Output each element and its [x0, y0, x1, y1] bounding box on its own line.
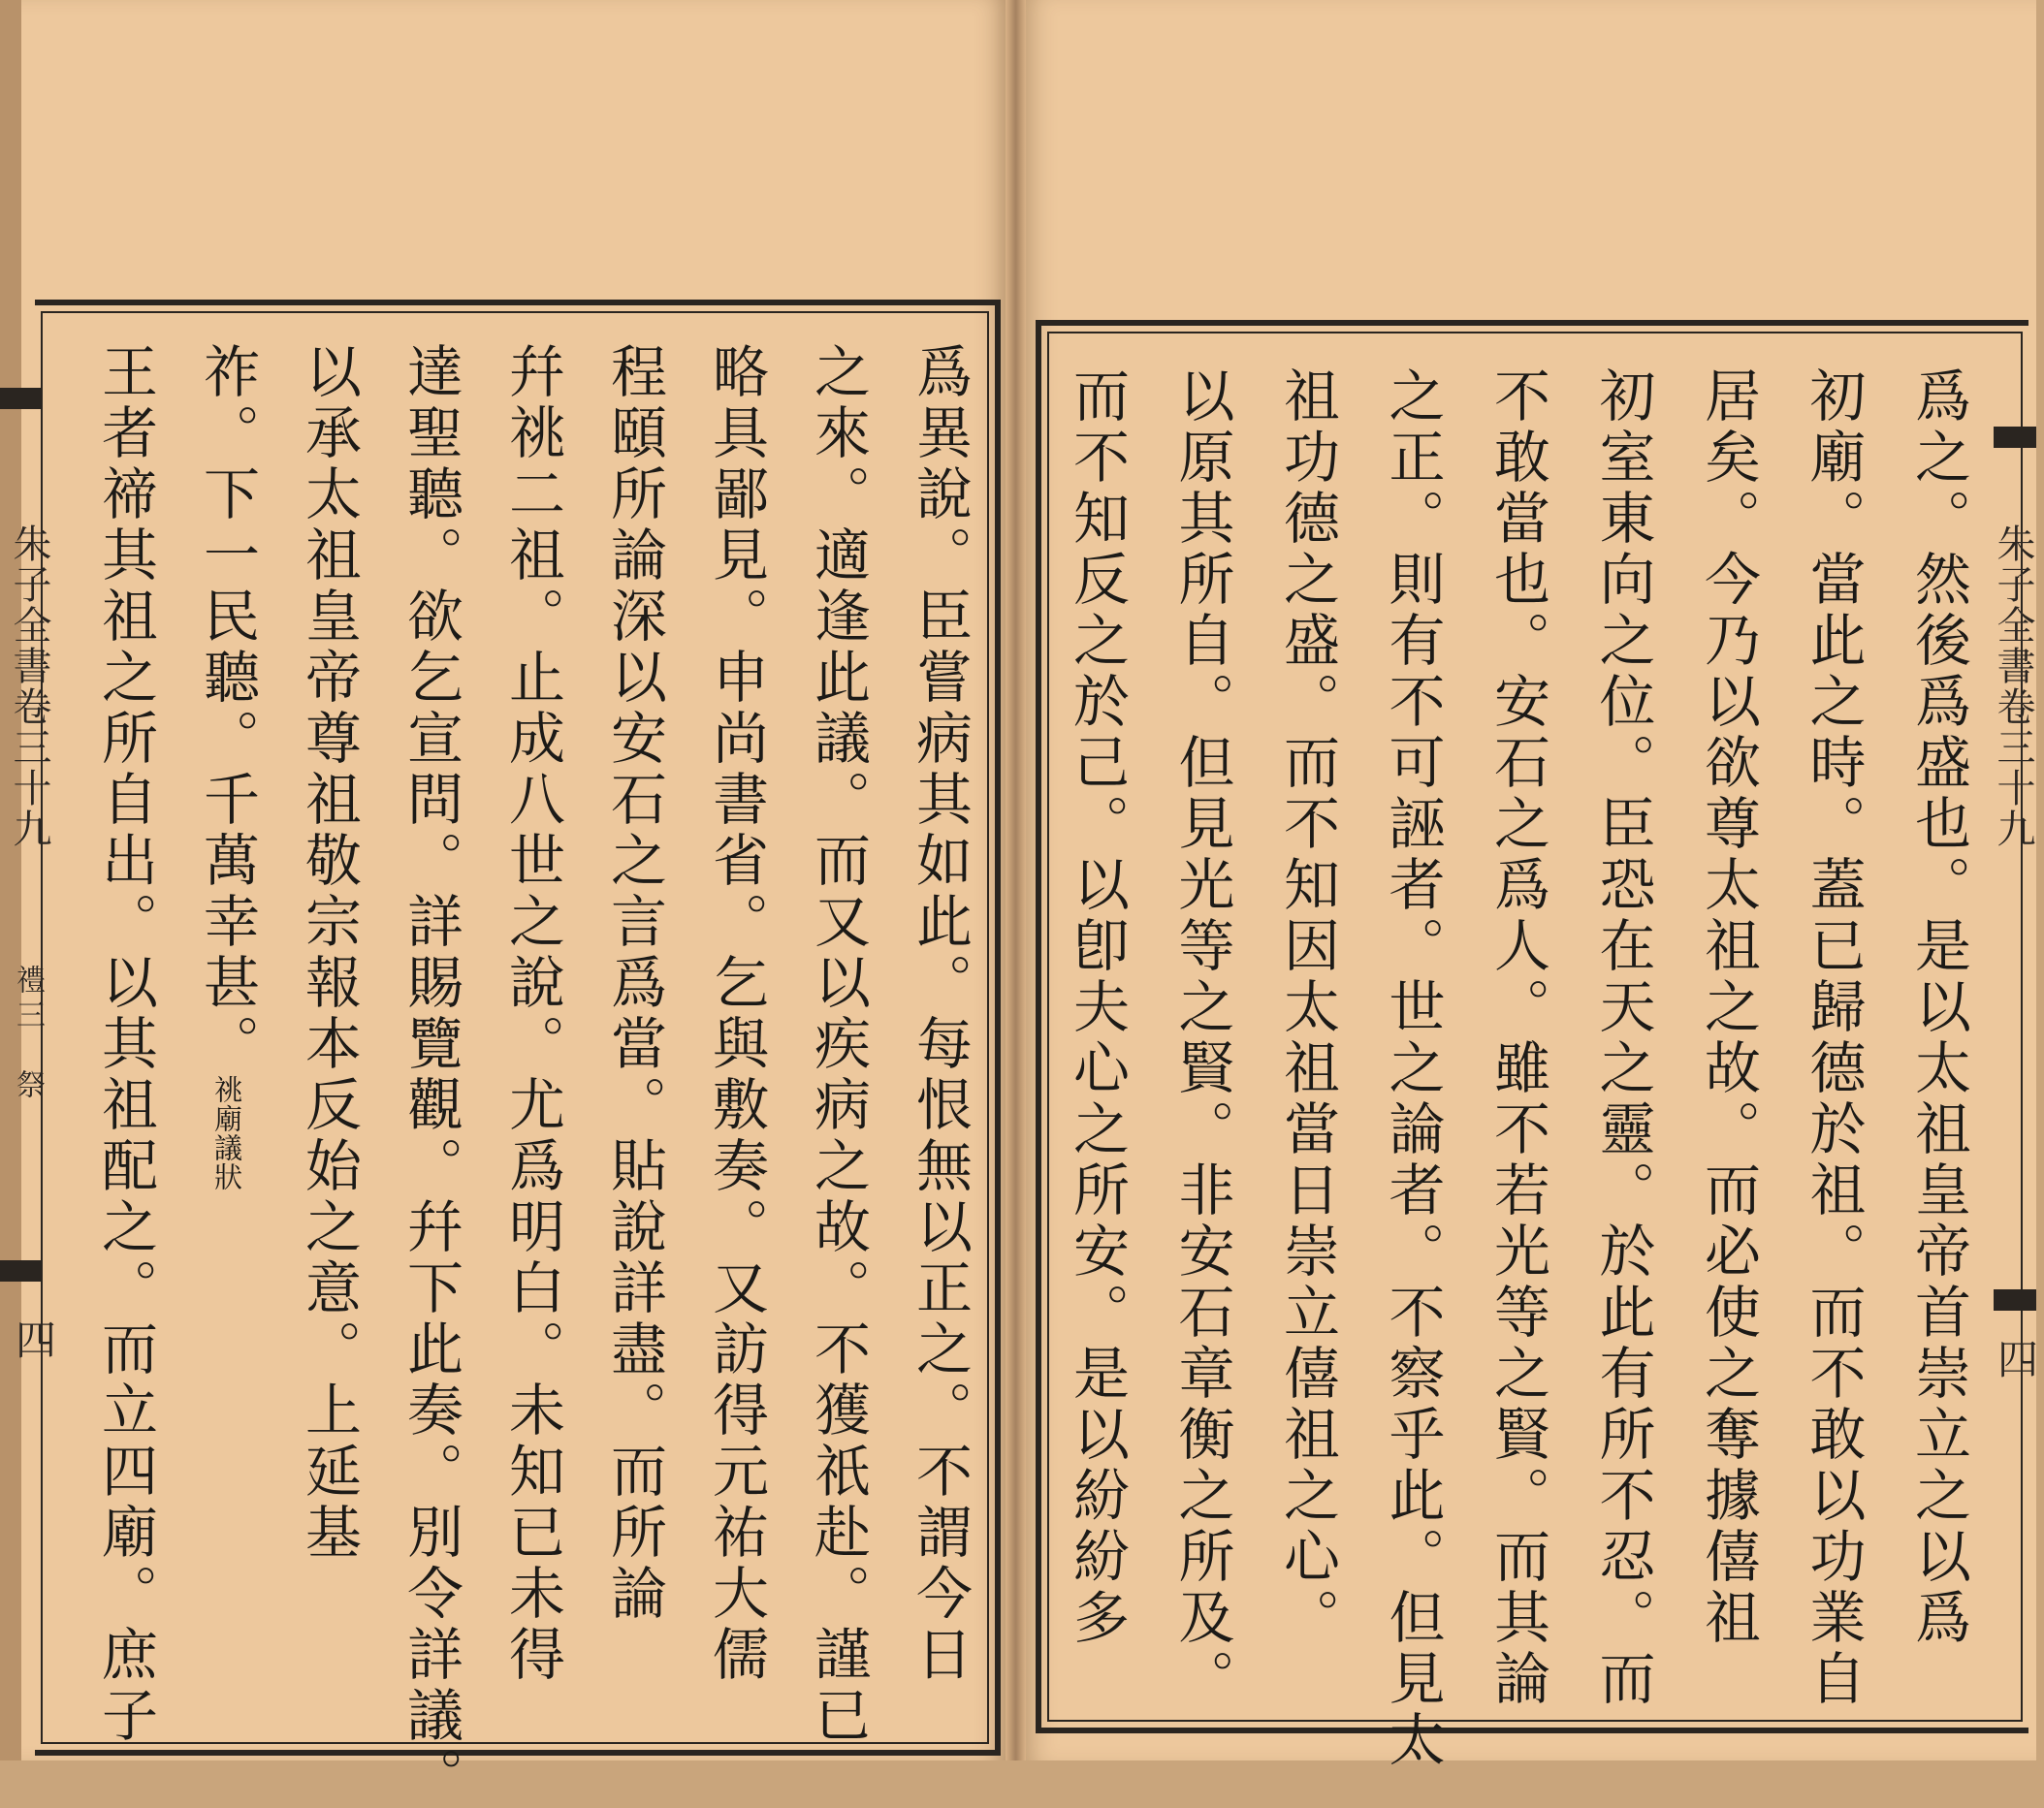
text-column: 不敢當也。安石之爲人。雖不若光等之賢。而其論	[1485, 366, 1550, 1710]
spine-book-title: 朱子全書卷三十九	[1991, 523, 2035, 849]
book-gutter	[1006, 0, 1026, 1760]
text-column: 居矣。今乃以欲尊太祖之故。而必使之奪據僖祖	[1695, 366, 1761, 1649]
text-column: 程頤所論深以安石之言爲當。貼說詳盡。而所論	[601, 342, 667, 1625]
spine-page-number: 四	[1992, 1338, 2039, 1379]
text-column-with-note	[194, 342, 260, 1730]
spine-book-title: 朱子全書卷三十九	[7, 523, 51, 849]
fishtail-mark-bottom	[1994, 1289, 2036, 1311]
left-text-frame	[35, 300, 1001, 1808]
interlinear-note: 祧廟議狀	[210, 1075, 243, 1191]
right-text-columns	[1064, 366, 1971, 1771]
text-column: 初室東向之位。臣恐在天之靈。於此有所不忍。而	[1589, 366, 1656, 1710]
right-text-frame	[1036, 320, 2028, 1771]
text-column: 之正。則有不可誣者。世之論者。不察乎此。但見太	[1379, 366, 1446, 1771]
text-column: 以承太祖皇帝尊祖敬宗報本反始之意。上延基	[296, 342, 362, 1564]
text-column: 之來。適逢此議。而又以疾病之故。不獲祇赴。謹已	[805, 342, 871, 1747]
text-column: 幷祧二祖。止成八世之說。尤爲明白。未知已未得	[499, 342, 565, 1686]
text-column: 而不知反之於己。以卽夫心之所安。是以紛紛多	[1064, 366, 1130, 1649]
text-column: 爲異說。臣嘗病其如此。每恨無以正之。不謂今日	[907, 342, 973, 1686]
text-column: 初廟。當此之時。蓋已歸德於祖。而不敢以功業自	[1800, 366, 1867, 1710]
text-column: 王者禘其祖之所自出。以其祖配之。而立四廟。庶子	[92, 342, 158, 1747]
right-page-margin	[1980, 523, 2039, 1687]
text-column: 以原其所自。但見光等之賢。非安石章衡之所及。	[1168, 366, 1235, 1710]
text-column: 爲之。然後爲盛也。是以太祖皇帝首崇立之以爲	[1905, 366, 1971, 1649]
spine-section-label: 禮三 祭	[11, 965, 45, 1104]
left-text-columns	[92, 342, 973, 1808]
fishtail-mark-top	[1994, 427, 2036, 448]
text-column: 達聖聽。欲乞宣問。詳賜覽觀。幷下此奏。別令詳議。	[398, 342, 463, 1808]
spine-page-number: 四	[10, 1318, 57, 1359]
text-column: 略具鄙見。申尚書省。乞與敷奏。又訪得元祐大儒	[703, 342, 769, 1686]
text-column-body: 祚。下一民聽。千萬幸甚。	[194, 342, 260, 1075]
text-column: 祖功德之盛。而不知因太祖當日崇立僖祖之心。	[1274, 366, 1340, 1649]
